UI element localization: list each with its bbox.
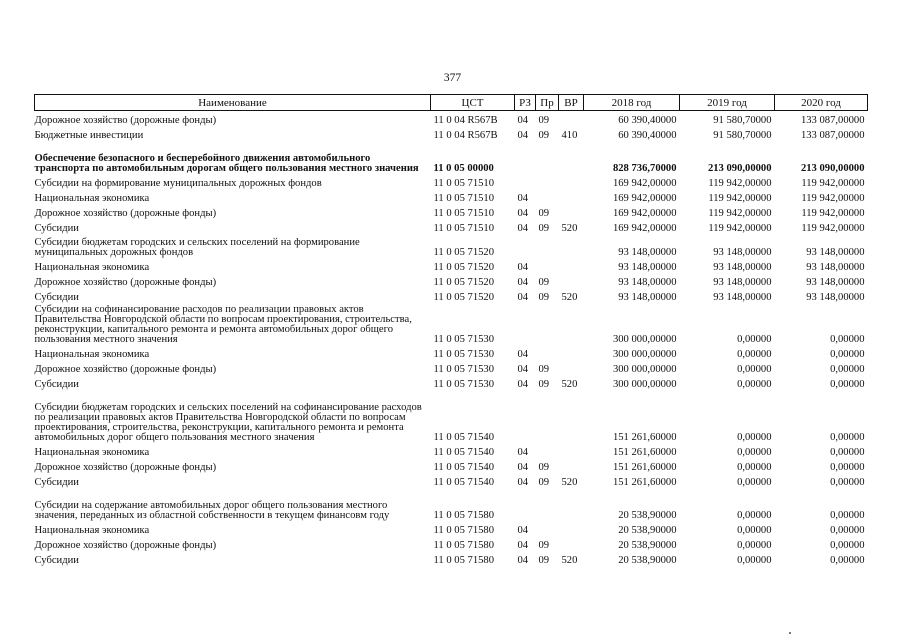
row-vr [559, 488, 584, 521]
row-2018: 93 148,00000 [618, 247, 677, 258]
row-rz: 04 [517, 262, 529, 273]
row-cst: 11 0 05 71580 [433, 510, 495, 521]
row-2019: 91 580,70000 [713, 115, 772, 126]
row-2020: 0,00000 [830, 334, 865, 345]
row-name: Субсидии на софинансирование расходов по реализации правовых актов Правительства Новгородской области по вопросам проектирования, строительства, реконструкции, капитального ремонта и ремонта автомобильных дорог общего пользования местного значения [34, 304, 412, 345]
row-vr [559, 536, 584, 551]
row-2018: 20 538,90000 [618, 525, 677, 536]
row-pr: 09 [538, 223, 550, 234]
budget-table [34, 94, 868, 566]
row-pr: 09 [538, 477, 550, 488]
row-cst: 11 0 05 71520 [433, 262, 495, 273]
row-rz: 04 [517, 292, 529, 303]
row-2019: 0,00000 [737, 349, 772, 360]
row-rz: 04 [517, 447, 529, 458]
row-2020: 119 942,00000 [801, 223, 865, 234]
row-pr: 09 [538, 555, 550, 566]
row-cst: 11 0 04 R567B [433, 115, 498, 126]
row-2018: 60 390,40000 [618, 130, 677, 141]
row-pr [536, 303, 559, 345]
row-2019: 0,00000 [737, 462, 772, 473]
header-row [35, 95, 868, 111]
row-2019: 93 148,00000 [713, 262, 772, 273]
row-2019: 93 148,00000 [713, 247, 772, 258]
row-vr [559, 174, 584, 189]
row-rz: 04 [517, 208, 529, 219]
row-name: Национальная экономика [34, 193, 150, 204]
row-2020: 213 090,00000 [800, 163, 865, 174]
row-2020: 0,00000 [830, 364, 865, 375]
row-2020: 0,00000 [830, 432, 865, 443]
row-2019: 0,00000 [737, 477, 772, 488]
row-vr: 410 [561, 130, 578, 141]
row-2019: 0,00000 [737, 555, 772, 566]
row-2020: 0,00000 [830, 462, 865, 473]
row-2018: 169 942,00000 [612, 223, 677, 234]
row-2018: 151 261,60000 [612, 432, 677, 443]
table-row [35, 234, 868, 258]
row-name: Субсидии [34, 292, 79, 303]
row-2019: 93 148,00000 [713, 277, 772, 288]
row-name: Субсидии на формирование муниципальных дорожных фондов [34, 178, 322, 189]
row-2020: 0,00000 [830, 540, 865, 551]
row-2020: 0,00000 [830, 379, 865, 390]
page-number: 377 [443, 72, 462, 84]
row-cst: 11 0 05 71530 [433, 364, 495, 375]
row-cst: 11 0 05 71520 [433, 247, 495, 258]
row-vr [559, 458, 584, 473]
row-cst: 11 0 05 71580 [433, 555, 495, 566]
row-name: Дорожное хозяйство (дорожные фонды) [34, 115, 217, 126]
row-2018: 300 000,00000 [612, 379, 677, 390]
row-2020: 133 087,00000 [800, 115, 865, 126]
row-2020: 0,00000 [830, 447, 865, 458]
row-cst: 11 0 04 R567B [433, 130, 498, 141]
row-pr: 09 [538, 208, 550, 219]
row-cst: 11 0 05 71530 [433, 349, 495, 360]
row-2019: 0,00000 [737, 379, 772, 390]
table-row [35, 288, 868, 303]
header-2019: 2019 год [680, 95, 775, 111]
table-row [35, 551, 868, 566]
row-cst: 11 0 05 00000 [433, 163, 494, 174]
row-2019: 0,00000 [737, 447, 772, 458]
row-vr: 520 [561, 477, 578, 488]
row-2018: 169 942,00000 [612, 178, 677, 189]
row-pr: 09 [538, 130, 550, 141]
row-pr [536, 174, 559, 189]
row-cst: 11 0 05 71510 [433, 223, 495, 234]
row-name: Бюджетные инвестиции [34, 130, 144, 141]
row-2020: 0,00000 [830, 477, 865, 488]
table-row [35, 273, 868, 288]
row-vr [559, 303, 584, 345]
row-name: Национальная экономика [34, 525, 150, 536]
row-cst: 11 0 05 71530 [433, 379, 495, 390]
row-2018: 828 736,70000 [612, 163, 677, 174]
row-cst: 11 0 05 71580 [433, 540, 495, 551]
row-rz: 04 [517, 462, 529, 473]
row-rz: 04 [517, 193, 529, 204]
row-vr [559, 273, 584, 288]
row-name: Субсидии [34, 555, 79, 566]
row-2018: 93 148,00000 [618, 262, 677, 273]
table-row [35, 303, 868, 345]
row-rz [515, 390, 536, 443]
row-2019: 119 942,00000 [708, 223, 772, 234]
row-2018: 300 000,00000 [612, 364, 677, 375]
row-name: Субсидии [34, 477, 79, 488]
header-2020: 2020 год [775, 95, 868, 111]
row-vr [559, 204, 584, 219]
row-name: Субсидии [34, 223, 79, 234]
table-row [35, 126, 868, 141]
row-vr [559, 234, 584, 258]
row-cst: 11 0 05 71520 [433, 277, 495, 288]
row-2020: 0,00000 [830, 525, 865, 536]
row-pr [536, 189, 559, 204]
row-2020: 119 942,00000 [801, 178, 865, 189]
row-vr [559, 443, 584, 458]
table-row [35, 458, 868, 473]
table-body [35, 111, 868, 567]
row-rz: 04 [517, 115, 529, 126]
row-2018: 93 148,00000 [618, 277, 677, 288]
table-row [35, 473, 868, 488]
row-vr [559, 345, 584, 360]
row-2020: 119 942,00000 [801, 193, 865, 204]
row-name: Дорожное хозяйство (дорожные фонды) [34, 208, 217, 219]
row-cst: 11 0 05 71540 [433, 462, 495, 473]
table-row [35, 390, 868, 443]
table-row [35, 204, 868, 219]
row-rz: 04 [517, 277, 529, 288]
header-2018: 2018 год [584, 95, 680, 111]
row-2020: 93 148,00000 [806, 277, 865, 288]
row-cst: 11 0 05 71510 [433, 208, 495, 219]
row-pr [536, 234, 559, 258]
row-2020: 119 942,00000 [801, 208, 865, 219]
row-2020: 93 148,00000 [806, 292, 865, 303]
row-2018: 20 538,90000 [618, 510, 677, 521]
scan-speck [789, 632, 791, 634]
header-pr: Пр [536, 95, 559, 111]
row-2019: 91 580,70000 [713, 130, 772, 141]
row-pr: 09 [538, 364, 550, 375]
header-name: Наименование [35, 95, 431, 111]
row-2019: 0,00000 [737, 432, 772, 443]
row-rz: 04 [517, 477, 529, 488]
row-rz [515, 303, 536, 345]
row-name: Национальная экономика [34, 349, 150, 360]
row-cst: 11 0 05 71540 [433, 477, 495, 488]
row-pr [536, 390, 559, 443]
row-2019: 119 942,00000 [708, 193, 772, 204]
row-vr [559, 189, 584, 204]
row-pr: 09 [538, 379, 550, 390]
row-name: Дорожное хозяйство (дорожные фонды) [34, 540, 217, 551]
row-2020: 0,00000 [830, 349, 865, 360]
row-2020: 0,00000 [830, 510, 865, 521]
row-vr [559, 521, 584, 536]
row-vr: 520 [561, 555, 578, 566]
row-rz [515, 174, 536, 189]
row-rz: 04 [517, 130, 529, 141]
table-row [35, 521, 868, 536]
row-vr: 520 [561, 223, 578, 234]
table-row [35, 174, 868, 189]
header-vr: ВР [559, 95, 584, 111]
row-cst: 11 0 05 71530 [433, 334, 495, 345]
row-pr [536, 345, 559, 360]
row-name: Субсидии [34, 379, 79, 390]
row-rz [515, 141, 536, 174]
table-row [35, 189, 868, 204]
table-row [35, 375, 868, 390]
row-2019: 0,00000 [737, 334, 772, 345]
row-rz: 04 [517, 540, 529, 551]
row-pr: 09 [538, 115, 550, 126]
row-2020: 133 087,00000 [800, 130, 865, 141]
row-2018: 169 942,00000 [612, 208, 677, 219]
header-rz: РЗ [515, 95, 536, 111]
table-row [35, 219, 868, 234]
row-name: Субсидии на содержание автомобильных дорог общего пользования местного значения, переданных из областной собственности в текущем финансовм году [34, 500, 390, 521]
row-cst: 11 0 05 71510 [433, 193, 495, 204]
row-2019: 0,00000 [737, 540, 772, 551]
row-2019: 0,00000 [737, 510, 772, 521]
row-pr [536, 443, 559, 458]
row-name: Дорожное хозяйство (дорожные фонды) [34, 462, 217, 473]
row-2019: 0,00000 [737, 525, 772, 536]
row-rz: 04 [517, 555, 529, 566]
row-2018: 151 261,60000 [612, 477, 677, 488]
table-row [35, 536, 868, 551]
row-2020: 0,00000 [830, 555, 865, 566]
row-rz [515, 488, 536, 521]
row-2018: 93 148,00000 [618, 292, 677, 303]
row-2019: 213 090,00000 [707, 163, 772, 174]
row-2018: 20 538,90000 [618, 540, 677, 551]
row-2020: 93 148,00000 [806, 247, 865, 258]
table-row [35, 258, 868, 273]
table-header [35, 95, 868, 111]
table-row [35, 443, 868, 458]
row-cst: 11 0 05 71520 [433, 292, 495, 303]
row-pr: 09 [538, 540, 550, 551]
row-2018: 300 000,00000 [612, 334, 677, 345]
row-name: Национальная экономика [34, 447, 150, 458]
table-row [35, 488, 868, 521]
row-pr [536, 258, 559, 273]
row-rz: 04 [517, 379, 529, 390]
row-2018: 169 942,00000 [612, 193, 677, 204]
row-2019: 93 148,00000 [713, 292, 772, 303]
row-vr [559, 111, 584, 127]
row-pr [536, 488, 559, 521]
row-rz: 04 [517, 364, 529, 375]
row-name: Субсидии бюджетам городских и сельских поселений на формирование муниципальных дорожных фондов [34, 237, 360, 258]
row-cst: 11 0 05 71540 [433, 432, 495, 443]
row-rz: 04 [517, 525, 529, 536]
row-name: Дорожное хозяйство (дорожные фонды) [34, 364, 217, 375]
row-pr: 09 [538, 277, 550, 288]
row-name: Субсидии бюджетам городских и сельских поселений на софинансирование расходов по реализации правовых актов Правительства Новгородской области по вопросам проектирования, строительства, реконструкции, капитального ремонта и ремонта автомобильных дорог общего пользования местного значения [34, 402, 422, 443]
row-rz: 04 [517, 349, 529, 360]
row-name: Обеспечение безопасного и бесперебойного движения автомобильного транспорта по автомобильным дорогам общего пользования местного значения [34, 153, 419, 174]
row-vr [559, 390, 584, 443]
header-cst: ЦСТ [431, 95, 515, 111]
row-vr [559, 258, 584, 273]
table-row [35, 141, 868, 174]
table-row [35, 111, 868, 127]
row-2018: 151 261,60000 [612, 447, 677, 458]
table-row [35, 360, 868, 375]
row-pr: 09 [538, 292, 550, 303]
row-2019: 119 942,00000 [708, 178, 772, 189]
row-2018: 300 000,00000 [612, 349, 677, 360]
row-2019: 0,00000 [737, 364, 772, 375]
row-cst: 11 0 05 71510 [433, 178, 495, 189]
row-pr [536, 141, 559, 174]
row-2018: 20 538,90000 [618, 555, 677, 566]
row-cst: 11 0 05 71540 [433, 447, 495, 458]
row-rz: 04 [517, 223, 529, 234]
row-2018: 151 261,60000 [612, 462, 677, 473]
row-rz [515, 234, 536, 258]
row-name: Национальная экономика [34, 262, 150, 273]
row-vr [559, 360, 584, 375]
row-2018: 60 390,40000 [618, 115, 677, 126]
row-pr [536, 521, 559, 536]
row-name: Дорожное хозяйство (дорожные фонды) [34, 277, 217, 288]
row-2020: 93 148,00000 [806, 262, 865, 273]
row-cst: 11 0 05 71580 [433, 525, 495, 536]
row-2019: 119 942,00000 [708, 208, 772, 219]
row-vr: 520 [561, 292, 578, 303]
row-vr [559, 141, 584, 174]
row-pr: 09 [538, 462, 550, 473]
row-vr: 520 [561, 379, 578, 390]
table-row [35, 345, 868, 360]
